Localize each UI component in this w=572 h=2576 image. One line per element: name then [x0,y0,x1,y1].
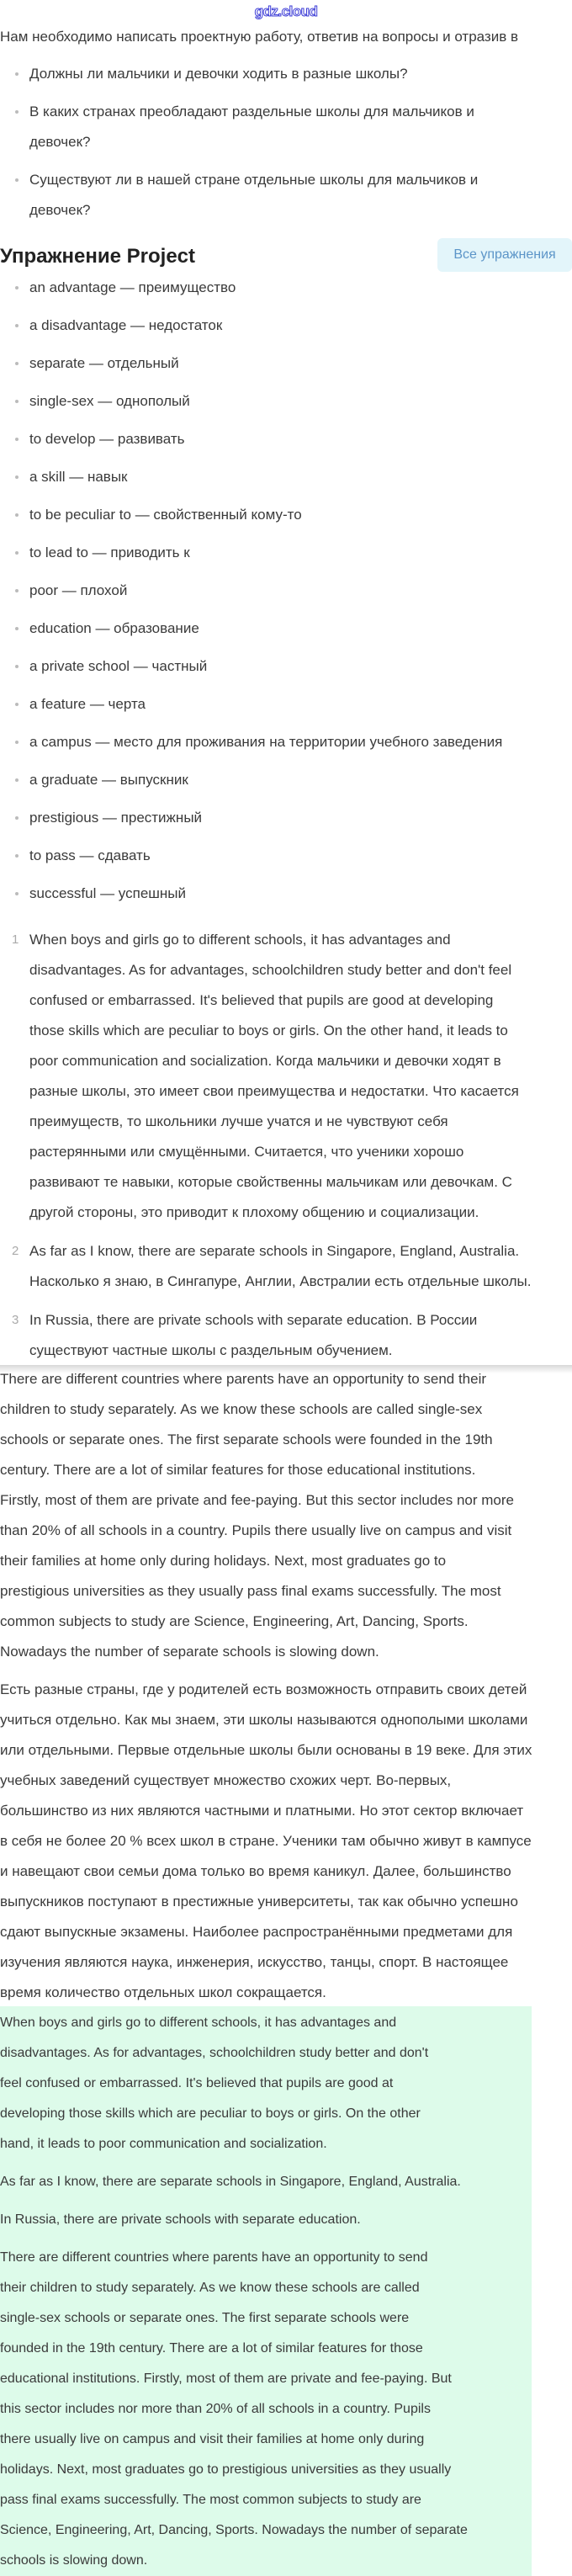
question-item [0,97,572,157]
answer-line: As far as I know, there are separate schools in Singapore, England, Australia. [29,1243,520,1259]
essay-line: Есть разные страны, где у родителей есть возможность отправить своих детей [0,1681,527,1697]
vocab-item: single-sex — однополый [0,386,572,417]
summary-line: there usually live on campus and visit their families at home only during [0,2432,425,2446]
summary-line: founded in the 19th century. There are a lot of similar features for those [0,2341,423,2356]
essay-paragraph [0,1364,572,1667]
vocab-item: a feature — черта [0,689,572,720]
essay-line: изучения являются наука, инженерия, искусство, танцы, спорт. В настоящее [0,1954,509,1970]
answer-line: растерянными или смущёнными. Считается, что ученики хорошо [29,1144,464,1160]
essay-text [0,1357,572,2008]
vocab-item: a campus — место для проживания на территории учебного заведения [0,727,572,757]
summary-paragraph [0,2167,532,2197]
answer-number: 3 [12,1313,19,1327]
vocab-item: separate — отдельный [0,348,572,379]
answers-list [0,916,572,1366]
summary-line: holidays. Next, most graduates go to prestigious universities as they usually [0,2462,452,2477]
essay-line: common subjects to study are Science, Engineering, Art, Dancing, Sports. [0,1613,469,1629]
vocab-item: a skill — навык [0,462,572,492]
vocab-item: an advantage — преимущество [0,273,572,303]
essay-line: than 20% of all schools in a country. Pupils there usually live on campus and visit [0,1522,512,1538]
question-line: Существуют ли в нашей стране отдельные школы для мальчиков и [29,172,479,188]
all-exercises-button[interactable]: Все упражнения [437,238,572,272]
essay-line: сдают выпускные экзамены. Наиболее распространёнными предметами для [0,1924,513,1940]
question-line: девочек? [29,202,91,218]
essay-line: prestigious universities as they usually pass final exams successfully. The most [0,1583,501,1599]
summary-line: developing those skills which are peculiar to boys or girls. On the other [0,2106,421,2121]
answer-line: disadvantages. As for advantages, schoolchildren study better and don't feel [29,962,512,978]
essay-line: century. There are a lot of similar features for those educational institutions. [0,1462,476,1478]
summary-text [0,2008,532,2576]
summary-line: hand, it leads to poor communication and socialization. [0,2137,327,2151]
vocab-item: to develop — развивать [0,424,572,454]
answer-line: When boys and girls go to different schools, it has advantages and [29,932,451,948]
vocab-item: successful — успешный [0,879,572,909]
intro-section [0,22,572,226]
summary-line: There are different countries where parents have an opportunity to send [0,2250,428,2265]
summary-line: single-sex schools or separate ones. The first separate schools were [0,2311,410,2325]
summary-line: feel confused or embarrassed. It's believed that pupils are good at [0,2076,394,2090]
answer-item [0,925,572,1228]
questions-list [0,59,572,226]
answer-line: poor communication and socialization. Когда мальчики и девочки ходят в [29,1053,501,1069]
answer-line: другой стороны, это приводит к плохому общению и социализации. [29,1204,479,1220]
vocab-item: to lead to — приводить к [0,538,572,568]
summary-line: educational institutions. Firstly, most of them are private and fee-paying. But [0,2372,452,2386]
vocab-item: a private school — частный [0,651,572,682]
answer-number: 1 [12,932,19,947]
answer-line: разные школы, это имеет свои преимущества и недостатки. Что касается [29,1083,519,1099]
essay-paragraph [0,1675,572,2008]
summary-line: In Russia, there are private schools with separate education. [0,2212,361,2227]
summary-line: pass final exams successfully. The most common subjects to study are [0,2493,421,2507]
site-logo[interactable]: gdz.cloud [254,3,318,19]
essay-line: выпускников поступают в престижные университеты, так как обычно успешно [0,1893,518,1909]
summary-paragraph [0,2243,532,2576]
essay-line: большинство из них являются частными и платными. Но этот сектор включает [0,1803,524,1819]
answer-item [0,1236,572,1297]
vocab-item: a disadvantage — недостаток [0,311,572,341]
question-line: девочек? [29,134,91,150]
essay-line: учиться отдельно. Как мы знаем, эти школы называются однополыми школами [0,1712,528,1728]
vocab-item: education — образование [0,613,572,644]
answer-line: those skills which are peculiar to boys or girls. On the other hand, it leads to [29,1022,508,1038]
essay-line: schools or separate ones. The first separate schools were founded in the 19th [0,1431,493,1447]
essay-line: или отдельными. Первые отдельные школы были основаны в 19 веке. Для этих [0,1742,532,1758]
summary-line: When boys and girls go to different schools, it has advantages and [0,2016,397,2030]
answer-line: In Russia, there are private schools with separate education. В России [29,1312,478,1328]
summary-line: As far as I know, there are separate schools in Singapore, England, Australia. [0,2175,461,2189]
question-line: Должны ли мальчики и девочки ходить в разные школы? [29,66,408,82]
essay-line: в себя не более 20 % всех школ в стране. Ученики там обычно живут в кампусе [0,1833,532,1849]
summary-line: this sector includes nor more than 20% of all schools in a country. Pupils [0,2402,431,2416]
intro-text: Нам необходимо написать проектную работу, ответив на вопросы и отразив в [0,29,519,45]
essay-line: Nowadays the number of separate schools is slowing down. [0,1644,379,1660]
summary-box [0,2006,532,2576]
summary-line: disadvantages. As for advantages, schoolchildren study better and don't [0,2046,429,2060]
essay-line: время количество отдельных школ сокращается. [0,1984,326,2000]
question-line: В каких странах преобладают раздельные школы для мальчиков и [29,104,474,120]
answer-line: Насколько я знаю, в Сингапуре, Англии, Австралии есть отдельные школы. [29,1273,532,1289]
answer-line: развивают те навыки, которые свойственны мальчикам или девочкам. С [29,1174,512,1190]
essay-line: their families at home only during holidays. Next, most graduates go to [0,1553,447,1569]
answer-line: существуют частные школы с раздельным обучением. [29,1342,393,1358]
answer-number: 2 [12,1244,19,1258]
vocab-item: to pass — сдавать [0,841,572,871]
vocab-item: poor — плохой [0,576,572,606]
vocab-item: to be peculiar to — свойственный кому-то [0,500,572,530]
page-title: Упражнение Project [0,245,196,268]
vocab-item: a graduate — выпускник [0,765,572,795]
question-item [0,59,572,89]
vocab-item: prestigious — престижный [0,803,572,833]
essay-line: учебных заведений существует множество схожих черт. Во-первых, [0,1772,452,1788]
summary-line: schools is slowing down. [0,2553,148,2568]
answer-line: confused or embarrassed. It's believed that pupils are good at developing [29,992,494,1008]
essay-line: Firstly, most of them are private and fee-paying. But this sector includes nor more [0,1492,515,1508]
vocabulary-list [0,265,572,909]
summary-paragraph [0,2205,532,2235]
summary-line: their children to study separately. As we know these schools are called [0,2281,420,2295]
summary-paragraph [0,2008,532,2159]
essay-line: и навещают свои семьи дома только во время каникул. Далее, большинство [0,1863,511,1879]
answer-line: преимуществ, то школьники лучше учатся и не чувствуют себя [29,1113,448,1129]
question-item [0,165,572,226]
essay-line: children to study separately. As we know these schools are called single-sex [0,1401,483,1417]
essay-line: There are different countries where parents have an opportunity to send their [0,1371,487,1387]
summary-line: Science, Engineering, Art, Dancing, Sports. Nowadays the number of separate [0,2523,468,2537]
